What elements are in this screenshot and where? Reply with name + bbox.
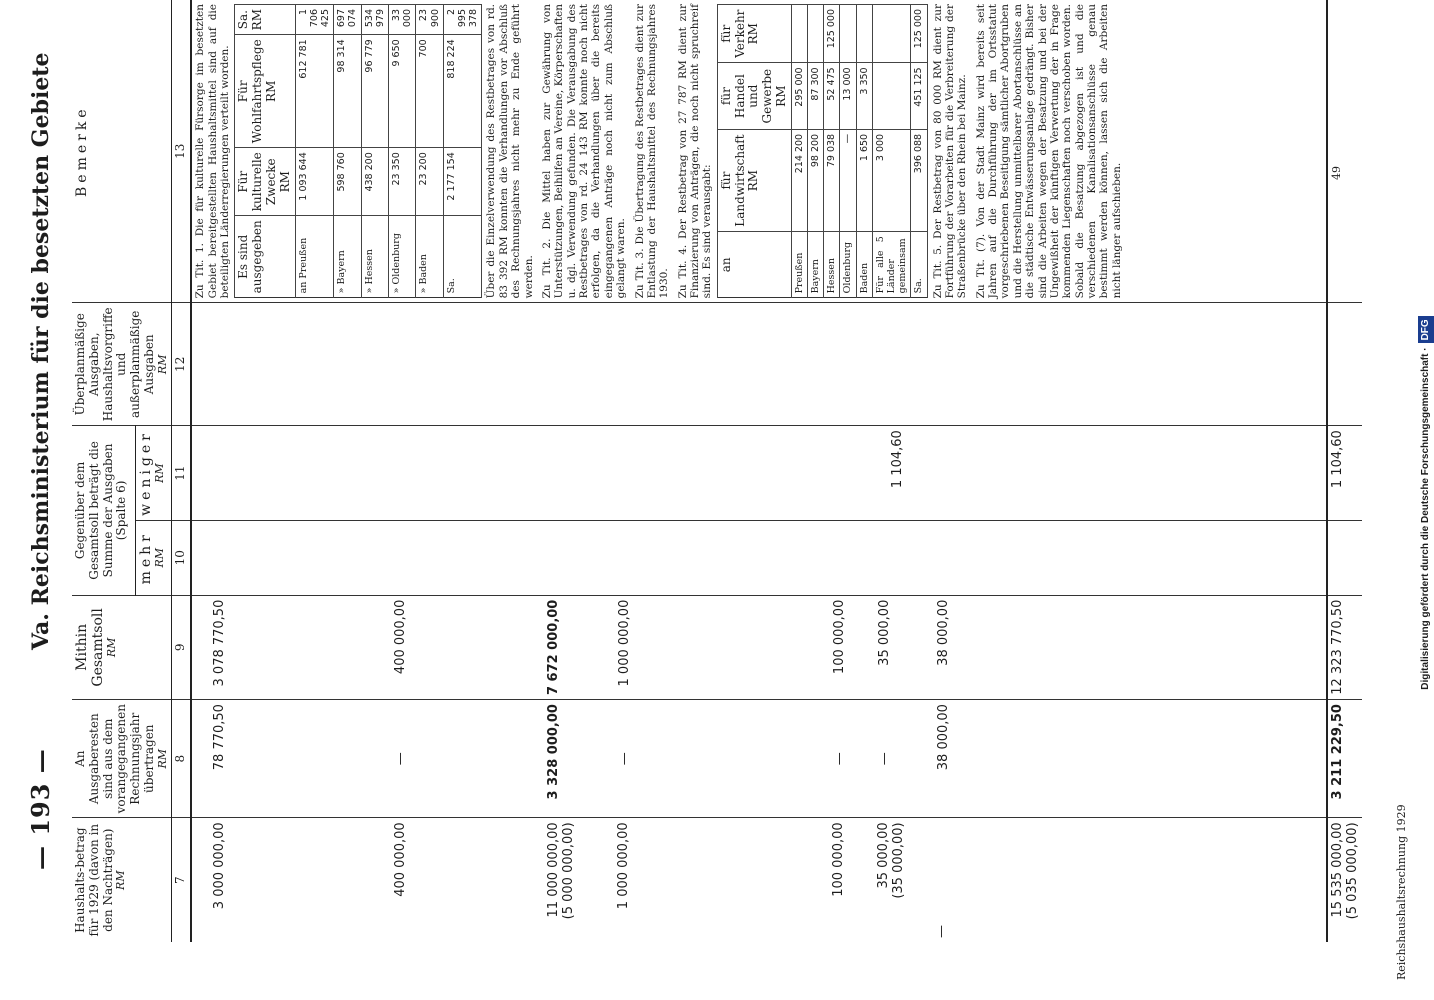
remark-tit2: Zu Tit. 2. Die Mittel haben zur Gewährung von Unterstützungen, Beihilfen an Vereine, Körperschaften u. dgl. Verwendung gefunden. Die Verausgabung des Restbetrages von rd. 24 143 RM konnte noch nicht erfolgen, da die Verhandlungen über die bereits eingegangenen Anträge noch nicht zum Abschluß gelangt waren.	[540, 4, 628, 299]
tit1-r3-c3: 33 000	[388, 5, 415, 35]
footer-note: Reichshaushaltsrechnung 1929	[1395, 804, 1408, 980]
col-7-unit: RM	[114, 870, 128, 890]
col-9-label: Mithin Gesamtsoll	[74, 608, 107, 687]
tit1-sum-c1: 2 177 154	[443, 148, 482, 216]
total-c10	[1327, 520, 1362, 595]
page-number: — 193 —	[26, 748, 55, 870]
row2-c9: 400 000,00	[393, 599, 409, 675]
col-num-8: 8	[172, 700, 191, 818]
column-number-row	[172, 0, 191, 942]
tit4-head-2: für Handel und Gewerbe RM	[717, 63, 791, 130]
tit4-r0-c2: 295 000	[791, 63, 807, 130]
row2-c7: 400 000,00	[393, 822, 409, 897]
tit4-r3-c1: —	[840, 129, 856, 231]
row1-c7: 3 000 000,00	[212, 822, 228, 910]
tit1-r4-c3: 23 900	[416, 5, 443, 35]
tit4-r2-c2: 52 475	[824, 63, 840, 130]
col-9-header	[72, 595, 172, 699]
tit1-r3-c0: » Oldenburg	[388, 216, 415, 298]
row2-c8: —	[393, 752, 409, 766]
tit4-r1-c0: Bayern	[807, 232, 823, 298]
col-9-unit: RM	[105, 637, 119, 658]
total-c12	[1327, 303, 1362, 426]
col-8-values	[191, 700, 1327, 818]
tit1-r4-c1: 23 200	[416, 148, 443, 216]
col-num-9: 9	[172, 595, 191, 699]
tit1-r4-c2: 700	[416, 35, 443, 148]
row3-c8: 3 328 000,00	[546, 704, 562, 800]
tit1-r3-c1: 23 350	[388, 148, 415, 216]
remark-tit1-table	[234, 4, 482, 298]
col-12-header	[72, 303, 172, 426]
tit1-r1-c2: 98 314	[334, 35, 361, 148]
digitization-credit	[1418, 8, 1434, 998]
row6-c8: —	[877, 752, 893, 766]
tit1-r2-c1: 438 200	[361, 148, 388, 216]
tit4-r4-c0: Baden	[856, 232, 872, 298]
table-row	[443, 5, 482, 298]
tit1-r2-c3: 534 979	[361, 5, 388, 35]
total-c7-paren: (5 035 000,00)	[1345, 822, 1361, 920]
remark-tit7: Zu Tit. (7). Von der Stadt Mainz wird bereits seit Jahren auf die Durchführung der im Ortsstatut vorgeschriebenen Beseitigung sämtlicher Abortgruben und die Herstellung unmittelbarer Abortanschlüsse an die städtische Entwässerungsanlage gedrängt. Bisher sind die Arbeiten wegen der Besatzung und bei der Ungewißheit der künftigen Verwertung der in Frage kommenden Liegenschaften noch verschoben worden. Sobald die Besatzung abgezogen ist und die verschiedenen Kanalisationsanschlüsse genau bestimmt werden können, lassen sich die Arbeiten nicht länger aufschieben.	[974, 4, 1123, 299]
col-11-label: weniger	[138, 430, 155, 516]
tit1-head-0: Es sind ausgegeben	[235, 216, 295, 298]
tit1-sum-c0: Sa.	[443, 216, 482, 298]
table-row	[791, 5, 807, 298]
col-11-header	[136, 426, 172, 521]
tit4-r5-c1: 3 000	[872, 129, 911, 231]
col-10-label: mehr	[138, 531, 155, 585]
total-c7-value: 15 535 000,00	[1330, 822, 1346, 918]
col-8-unit: RM	[155, 748, 169, 769]
tit4-r1-c1: 98 200	[807, 129, 823, 231]
row4-c7: 1 000 000,00	[616, 822, 632, 910]
tit4-sum-c0: Sa.	[911, 232, 927, 298]
col-12-unit: RM	[155, 354, 169, 375]
col-8-header	[72, 700, 172, 818]
tit4-r3-c2: 13 000	[840, 63, 856, 130]
tit1-head-2: Für Wohlfahrtspflege RM	[235, 35, 295, 148]
totals-row	[1327, 0, 1362, 942]
row3-c9: 7 672 000,00	[546, 599, 562, 696]
tit4-sum-c3: 125 000	[911, 5, 927, 63]
tit4-head-1: für Landwirtschaft RM	[717, 129, 791, 231]
table-row	[361, 5, 388, 298]
row6-c7-paren: (35 000,00)	[891, 822, 907, 899]
tit1-r1-c1: 598 760	[334, 148, 361, 216]
tit4-head-0: an	[717, 232, 791, 298]
tit1-head-1: Für kulturelle Zwecke RM	[235, 148, 295, 216]
row7-c7: —	[934, 925, 950, 938]
dfg-logo: DFG	[1418, 316, 1434, 343]
col-num-12: 12	[172, 303, 191, 426]
row6-c7: 35 000,00	[876, 822, 892, 889]
table-row	[334, 5, 361, 298]
row7-c8: 38 000,00	[936, 704, 952, 771]
row3-c7-paren: (5 000 000,00)	[561, 822, 577, 920]
col-7-label: Haushalts-betrag für 1929 (davon in den Nachträgen)	[73, 823, 115, 937]
tit1-r0-c3: 1 706 425	[295, 5, 334, 35]
col-8-label: An Ausgaberesten sind aus dem vorangegangenen Rechnungsjahr übertragen	[73, 704, 156, 814]
tit1-sum-c2: 818 224	[443, 35, 482, 148]
tit1-r1-c3: 697 074	[334, 5, 361, 35]
tit1-head-3: Sa. RM	[235, 5, 295, 35]
row1-c8: 78 770,50	[212, 704, 228, 771]
page-header	[8, 20, 68, 980]
row5-c9: 100 000,00	[832, 599, 848, 675]
tit4-r2-c3: 125 000	[824, 5, 840, 63]
table-body-row	[191, 0, 1327, 942]
tit1-r1-c0: » Bayern	[334, 216, 361, 298]
col-7-values	[191, 818, 1327, 942]
tit1-sum-c3: 2 995 378	[443, 5, 482, 35]
tit4-r4-c2: 3 350	[856, 63, 872, 130]
row6-c11: 1 104,60	[890, 430, 906, 489]
page-title: Va. Reichsministerium für die besetzten Gebiete	[28, 52, 54, 650]
table-row	[840, 5, 856, 298]
tit4-r1-c3	[807, 5, 823, 63]
col-10-11-group-header	[72, 426, 136, 595]
col-7-header	[72, 818, 172, 942]
remark-tit4-intro: Zu Tit. 4. Der Restbetrag von 27 787 RM dient zur Finanzierung von Anträgen, die noch nicht spruchreif sind. Es sind verausgabt:	[676, 4, 714, 299]
col-num-13: 13	[172, 0, 191, 303]
table-row	[856, 5, 872, 298]
col-10-unit: RM	[153, 548, 167, 568]
row1-c9: 3 078 770,50	[212, 599, 228, 687]
col-9-values	[191, 595, 1327, 699]
tit4-r5-c2	[872, 63, 911, 130]
table-header-row	[72, 0, 136, 942]
table-row	[872, 5, 911, 298]
tit4-r2-c1: 79 038	[824, 129, 840, 231]
col-13-label: Bemerke	[74, 105, 90, 197]
table-row	[807, 5, 823, 298]
col-num-11: 11	[172, 426, 191, 521]
col-12-label: Überplanmäßige Ausgaben, Haushaltsvorgriffe und außerplanmäßige Ausgaben	[73, 307, 156, 422]
table-row	[911, 5, 927, 298]
table-row	[416, 5, 443, 298]
total-c9: 12 323 770,50	[1327, 595, 1362, 699]
tit4-head-3: für Verkehr RM	[717, 5, 791, 63]
col-11-values	[191, 426, 1327, 521]
remark-tit1-after: Über die Einzelverwendung des Restbetrages von rd. 83 392 RM konnten die Verhandlungen vor Abschluß des Rechnungsjahres nicht mehr zu Ende geführt werden.	[485, 4, 535, 299]
tit4-r5-c0: Für alle 5 Länder gemeinsam	[872, 232, 911, 298]
table-row	[824, 5, 840, 298]
row4-c9: 1 000 000,00	[617, 599, 633, 687]
col-10-11-group-label: Gegenüber dem Gesamtsoll beträgt die Summe der Ausgaben (Spalte 6)	[73, 441, 129, 580]
tit4-r3-c0: Oldenburg	[840, 232, 856, 298]
total-c13	[1327, 0, 1362, 303]
tit4-r0-c0: Preußen	[791, 232, 807, 298]
row3-c7: 11 000 000,00	[546, 822, 562, 918]
col-10-values	[191, 520, 1327, 595]
total-c7	[1327, 818, 1362, 942]
tit1-r0-c2: 612 781	[295, 35, 334, 148]
tit1-r2-c0: » Hessen	[361, 216, 388, 298]
total-c11: 1 104,60	[1327, 426, 1362, 521]
tit4-r0-c1: 214 200	[791, 129, 807, 231]
tit4-sum-c1: 396 088	[911, 129, 927, 231]
tit4-r4-c1: 1 650	[856, 129, 872, 231]
remark-tit4-table	[717, 4, 928, 298]
table-row	[295, 5, 334, 298]
tit1-r3-c2: 9 650	[388, 35, 415, 148]
remark-tit5: Zu Tit. 5. Der Restbetrag von 80 000 RM dient zur Fortführung der Vorarbeiten für die Verbreiterung der Straßenbrücke über den Rhein bei Mainz.	[931, 4, 969, 299]
tit1-r2-c2: 96 779	[361, 35, 388, 148]
credit-text: Digitalisierung gefördert durch die Deutsche Forschungsgemeinschaft ·	[1420, 347, 1431, 690]
col-12-values	[191, 303, 1327, 426]
tit4-sum-c2: 451 125	[911, 63, 927, 130]
col-11-unit: RM	[153, 463, 167, 483]
table-row	[388, 5, 415, 298]
col-10-header	[136, 520, 172, 595]
tit4-r5-c3	[872, 5, 911, 63]
tit4-r4-c3	[856, 5, 872, 63]
tit1-r4-c0: » Baden	[416, 216, 443, 298]
col-13-header	[72, 0, 172, 303]
tit4-r1-c2: 87 300	[807, 63, 823, 130]
total-c8: 3 211 229,50	[1327, 700, 1362, 818]
tit1-r0-c0: an Preußen	[295, 216, 334, 298]
remark-tit1-intro: Zu Tit. 1. Die für kulturelle Fürsorge im besetzten Gebiet bereitgestellten Haushaltsmittel sind auf die beteiligten Länderregierungen verteilt worden.	[194, 4, 231, 299]
footer-page-number: 49	[1330, 166, 1343, 180]
col-num-7: 7	[172, 818, 191, 942]
budget-table	[72, 0, 1362, 942]
row6-c9: 35 000,00	[877, 599, 893, 666]
tit1-r0-c1: 1 093 644	[295, 148, 334, 216]
row5-c7: 100 000,00	[831, 822, 847, 897]
tit4-r0-c3	[791, 5, 807, 63]
remark-tit3: Zu Tit. 3. Die Übertragung des Restbetrages dient zur Entlastung der Haushaltsmittel des Rechnungsjahres 1930.	[633, 4, 671, 299]
remarks-column	[191, 0, 1327, 303]
tit4-r3-c3	[840, 5, 856, 63]
row7-c9: 38 000,00	[936, 599, 952, 666]
col-num-10: 10	[172, 520, 191, 595]
tit4-r2-c0: Hessen	[824, 232, 840, 298]
row5-c8: —	[832, 752, 848, 766]
row4-c8: —	[617, 752, 633, 766]
